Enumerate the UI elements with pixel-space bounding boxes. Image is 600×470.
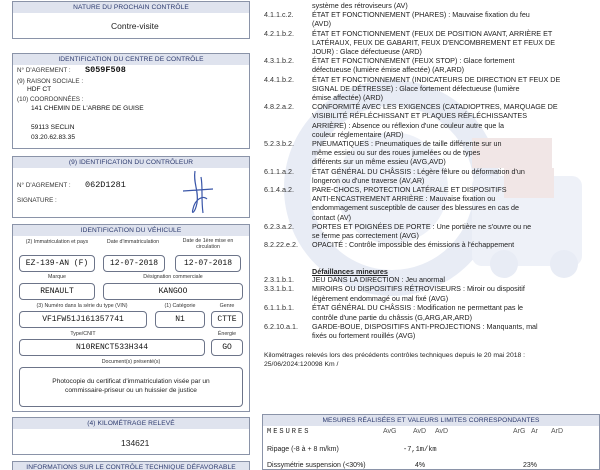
defaillance-code: 5.2.3.b.2.: [264, 139, 294, 148]
controleur-agrement-value: 062D1281: [85, 180, 126, 190]
defaillance-code: 4.1.1.c.2.: [264, 10, 294, 20]
defaillance-text: PORTES ET POIGNÉES DE PORTE : Une portière ne s'ouvre ou ne: [312, 221, 532, 231]
ripage-value: -7,1m/km: [403, 446, 437, 454]
nature-header: NATURE DU PROCHAIN CONTRÔLE: [13, 2, 249, 13]
mesures-col-header: Ar: [531, 428, 538, 435]
km-history-line-1: Kilométrages relevés lors des précédents contrôles techniques depuis le 20 mai 2018 :: [264, 352, 526, 359]
defaillance-text: ÉTAT GÉNÉRAL DU CHÂSSIS : Légère fêlure ou déformation d'un: [312, 166, 525, 176]
centre-header: IDENTIFICATION DU CENTRE DE CONTRÔLE: [13, 54, 249, 65]
right-column: [252, 0, 600, 470]
infos-box: [12, 461, 250, 470]
address-line-1: 141 CHEMIN DE L'ARBRE DE GUISE: [31, 105, 144, 112]
defaillance-text: CONFORMITÉ AVEC LES EXIGENCES (CATADIOPTRES, MARQUAGE DE: [312, 102, 558, 112]
vehicule-header: IDENTIFICATION DU VÉHICULE: [13, 225, 249, 236]
defaillance-text: PARE-CHOCS, PROTECTION LATÉRALE ET DISPOSITIFS: [312, 185, 507, 194]
defaillance-text: système des rétroviseurs (AV): [312, 1, 408, 10]
type-label: Type/CNIT: [70, 331, 96, 337]
centre-agrement-value: S059F508: [85, 65, 126, 75]
defaillance-text: LATÉRAUX, FEUX DE GABARIT, FEUX D'ENCOMBREMENT ET FEUX DE: [312, 37, 555, 47]
genre-label: Genre: [219, 303, 235, 309]
date-first-field: 12-07-2018: [175, 255, 241, 272]
defaillance-text: (AVD): [312, 19, 332, 29]
centre-agrement-label: N° D'AGREMENT :: [17, 67, 71, 74]
defaillance-text: ARRIÈRE) : Absence ou réflexion d'une couleur autre que la: [312, 120, 504, 130]
defaillance-text: contact (AV): [312, 212, 352, 222]
defaillance-code: 8.2.22.e.2.: [264, 240, 298, 250]
ripage-label: Ripage (-8 à + 8 m/km): [267, 446, 339, 453]
defaillance-text: ÉTAT ET FONCTIONNEMENT (FEUX STOP) : Glace fortement: [312, 56, 515, 66]
defaillance-text: longeron ou d'une traverse (AV,AR): [312, 175, 425, 185]
defaillance-code: 2.3.1.b.1.: [264, 275, 294, 284]
mesures-title: MESURES: [267, 428, 311, 436]
defaillance-text: défectueuse (lumière émise affectée) (AR,ARD): [312, 65, 465, 75]
defaillance-text: VISIBILITÉ RÉFLÉCHISSANT ET PLAQUES RÉFLÉCHISSANTES: [312, 111, 528, 121]
defaillance-text: GARDE-BOUE, DISPOSITIFS ANTI-PROJECTIONS : Manquants, mal: [312, 322, 538, 331]
defaillance-code: 6.1.1.b.1.: [264, 303, 294, 313]
docs-line-2: commissaire-priseur ou un huissier de justice: [65, 387, 197, 394]
defaillance-code: 4.3.1.b.2.: [264, 56, 294, 66]
defaillance-code: 6.1.1.a.2.: [264, 166, 294, 176]
raison-label: (9) RAISON SOCIALE :: [17, 78, 84, 85]
energie-label: Énergie: [217, 331, 237, 337]
immat-label: (2) Immatriculation et pays: [25, 239, 89, 245]
defaillance-text: JOUR) : Glace défectueuse (ARD): [312, 47, 422, 56]
defaillance-text: émise affectée) (ARD): [312, 93, 383, 102]
defaillance-text: légèrement endommagé ou mal fixé (AVG): [312, 293, 449, 303]
controleur-header: (9) IDENTIFICATION DU CONTRÔLEUR: [13, 157, 249, 168]
defaillance-text: ÉTAT ET FONCTIONNEMENT (FEUX DE POSITION AVANT, ARRIÈRE ET: [312, 28, 553, 38]
defaillance-code: 4.8.2.a.2.: [264, 102, 294, 112]
vin-field: VF1FW51J161357741: [19, 311, 147, 328]
address-line-2: 59113 SECLIN: [31, 124, 75, 131]
defaillance-code: 6.2.10.a.1.: [264, 322, 298, 331]
defaillance-text: MIROIRS OU DISPOSITIFS RÉTROVISEURS : Miroir ou dispositif: [312, 284, 525, 294]
mesures-col-header: AvG: [383, 428, 397, 435]
defaillance-text: ÉTAT ET FONCTIONNEMENT (PHARES) : Mauvaise fixation du feu: [312, 10, 530, 20]
controleur-agrement-label: N° D'AGREMENT :: [17, 182, 71, 189]
defaillance-text: OPACITÉ : Contrôle impossible des émissions à l'échappement: [312, 240, 515, 250]
defaillance-code: 6.2.3.a.2.: [264, 221, 294, 231]
docs-label: Document(s) présenté(s): [101, 359, 161, 365]
nature-value: Contre-visite: [111, 21, 159, 31]
kilometrage-header: (4) KILOMÉTRAGE RELEVÉ: [13, 418, 249, 429]
defaillance-text: SIGNAL DE DÉTRESSE) : Glace fortement défectueuse (lumière: [312, 83, 520, 93]
infos-header: INFORMATIONS SUR LE CONTRÔLE TECHNIQUE DÉFAVORABLE: [13, 462, 249, 470]
centre-box: [12, 53, 250, 149]
mineures-title: Défaillances mineures: [312, 267, 388, 276]
km-history-line-2: 25/06/2024:120098 Km /: [264, 360, 339, 368]
defaillance-text: fixés ou fortement rouillés (AVG): [312, 331, 416, 341]
defaillance-text: différents sur un même essieu (AVG,AVD): [312, 157, 446, 167]
defaillance-text: ÉTAT GÉNÉRAL DU CHÂSSIS : Modification ne permettant pas le: [312, 303, 524, 313]
mesures-col-header: ArG: [513, 428, 526, 435]
controleur-box: [12, 156, 250, 218]
kilometrage-value: 134621: [121, 438, 150, 448]
signature-label: SIGNATURE :: [17, 197, 57, 204]
left-column: [12, 0, 250, 470]
date-first-label: Date de 1ère mise en circulation: [182, 238, 234, 250]
mesures-col-header: AvD: [435, 428, 449, 435]
susp-label: Dissymétrie suspension (<30%): [267, 462, 366, 469]
energie-field: GO: [211, 339, 243, 356]
docs-box: [19, 367, 243, 407]
defaillance-text: endommagement susceptible de causer des blessures en cas de: [312, 203, 519, 213]
defaillance-text: contrôle d'une partie du châssis (G,ARG,AR,ARD): [312, 312, 472, 322]
type-field: N10RENCT533H344: [19, 339, 205, 356]
defaillance-code: 4.2.1.b.2.: [264, 28, 294, 38]
kilometrage-box: [12, 417, 250, 455]
docs-line-1: Photocopie du certificat d'immatriculation visée par un: [52, 378, 210, 385]
vin-label: (3) Numéro dans la série du type (VIN): [36, 303, 128, 309]
vehicule-box: [12, 224, 250, 412]
defaillance-text: se ferme pas correctement (AVG): [312, 231, 419, 240]
designation-field: KANGOO: [103, 283, 243, 300]
categorie-field: N1: [155, 311, 205, 328]
defaillance-text: JEU DANS LA DIRECTION : Jeu anormal: [312, 275, 446, 284]
marque-label: Marque: [48, 274, 66, 280]
designation-label: Désignation commerciale: [143, 274, 203, 280]
defaillance-code: 4.4.1.b.2.: [264, 74, 294, 84]
genre-field: CTTE: [211, 311, 243, 328]
phone: 03.20.62.83.35: [31, 134, 75, 141]
defaillance-text: ANTI-ENCASTREMENT ARRIÈRE : Mauvaise fixation ou: [312, 194, 496, 204]
defaillance-text: couleur réglementaire (ARD): [312, 129, 404, 139]
defaillance-text: même essieu ou sur des roues jumelées ou de types: [312, 148, 481, 158]
defaillance-code: 3.3.1.b.1.: [264, 284, 294, 294]
date-immat-label: Date d'immatriculation: [106, 239, 160, 245]
defaillance-text: PNEUMATIQUES : Pneumatiques de taille différente sur un: [312, 139, 502, 148]
coord-label: (10) COORDONNÉES :: [17, 96, 84, 103]
mesures-col-header: ArD: [551, 428, 564, 435]
nature-box: [12, 1, 250, 39]
mesures-header: MESURES RÉALISÉES ET VALEURS LIMITES CORRESPONDANTES: [263, 415, 599, 426]
immat-field: EZ-139-AN (F): [19, 255, 95, 272]
categorie-label: (1) Catégorie: [164, 303, 196, 309]
susp-av: 4%: [415, 462, 426, 469]
defaillance-code: 6.1.4.a.2.: [264, 185, 294, 194]
susp-ar: 23%: [523, 462, 538, 469]
date-immat-field: 12-07-2018: [103, 255, 165, 272]
mesures-col-header: AvD: [413, 428, 427, 435]
marque-field: RENAULT: [19, 283, 95, 300]
mesures-box: [262, 414, 600, 470]
defaillance-text: ÉTAT ET FONCTIONNEMENT (INDICATEURS DE DIRECTION ET FEUX DE: [312, 74, 561, 84]
km-history: [264, 352, 594, 369]
raison-value: HDF CT: [27, 86, 52, 93]
signature-scribble: [173, 169, 223, 217]
